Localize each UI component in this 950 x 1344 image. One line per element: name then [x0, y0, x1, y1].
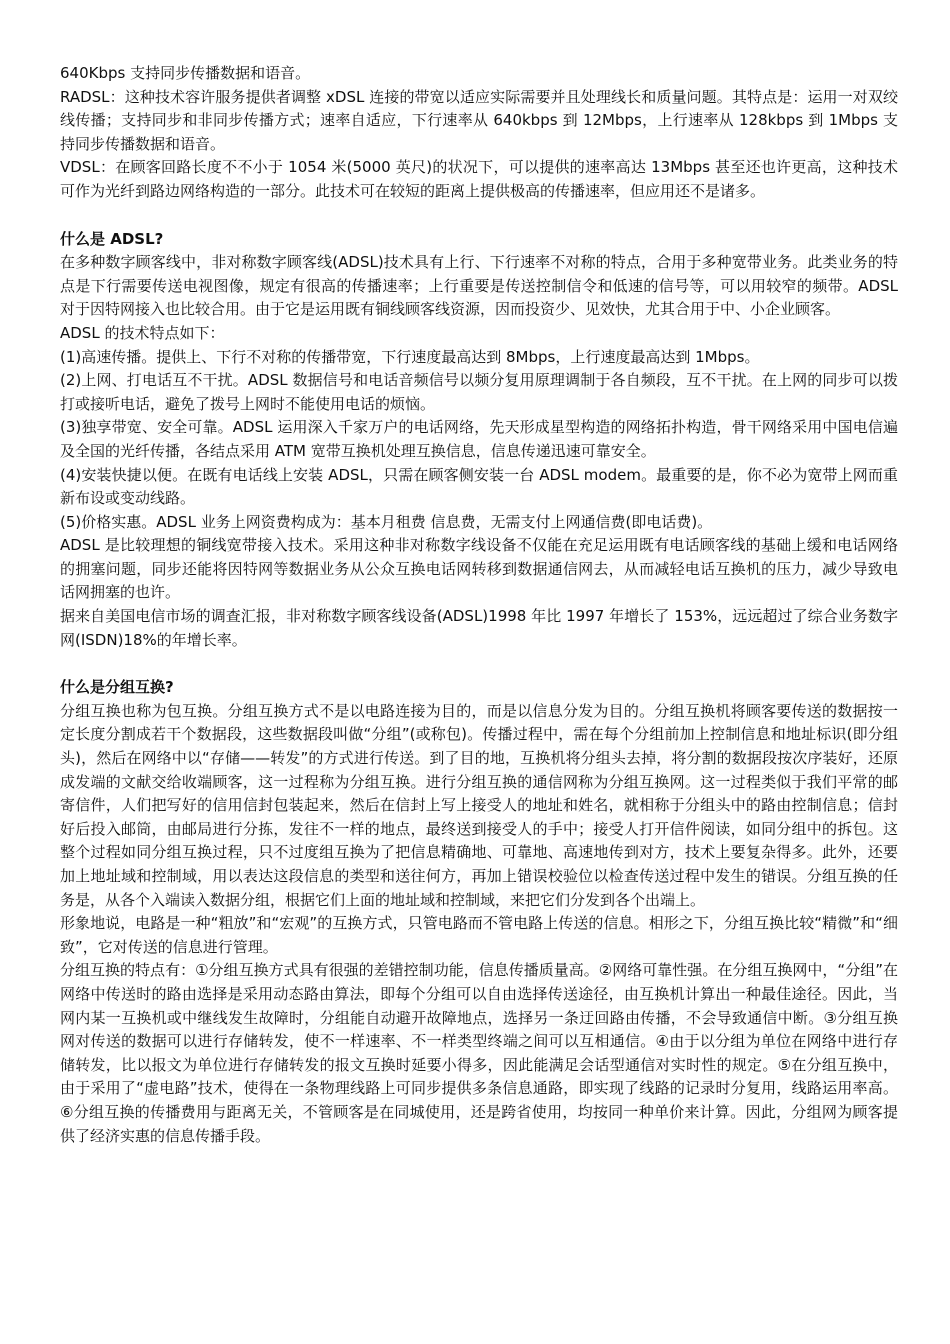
adsl-paragraph-intro: 在多种数字顾客线中，非对称数字顾客线(ADSL)技术具有上行、下行速率不对称的特点，合用于多种宽带业务。此类业务的特点是下行需要传送电视图像，规定有很高的传播速率；上行重要是传送控制信令和低速的信号等，可以用较窄的频带。ADSL 对于因特网接入也比较合用。由于它是运用既有铜线顾客线资源，因而投资少、见效快，尤其合用于中、小企业顾客。	[60, 253, 898, 319]
packet-paragraph-definition: 分组互换也称为包互换。分组互换方式不是以电路连接为目的，而是以信息分发为目的。分组互换机将顾客要传送的数据按一定长度分割成若干个数据段，这些数据段叫做“分组”(或称包)。传播过程中，需在每个分组前加上控制信息和地址标识(即分组头)，然后在网络中以“存储——转发”的方式进行传送。到了目的地，互换机将分组头去掉，将分割的数据段按次序装好，还原成发端的文献交给收端顾客，这一过程称为分组互换。进行分组互换的通信网称为分组互换网。这一过程类似于我们平常的邮寄信件，人们把写好的信用信封包装起来，然后在信封上写上接受人的地址和姓名，就相称于分组头中的路由控制信息；信封好后投入邮筒，由邮局进行分拣，发往不一样的地点，最终送到接受人的手中；接受人打开信件阅读，如同分组中的拆包。这整个过程如同分组互换过程，只不过度组互换为了把信息精确地、可靠地、高速地传到对方，技术上要复杂得多。此外，还要加上地址域和控制域，用以表达这段信息的类型和送往何方，再加上错误校验位以检查传送过程中发生的错误。分组互换的任务是，从各个入端读入数据分组，根据它们上面的地址域和控制域，来把它们分发到各个出端上。	[60, 701, 898, 909]
section-gap	[60, 204, 898, 228]
document-page	[60, 62, 898, 1148]
adsl-feature-5: (5)价格实惠。ADSL 业务上网资费构成为：基本月租费 信息费，无需支付上网通信费(即电话费)。	[60, 512, 713, 531]
packet-paragraph-comparison: 形象地说，电路是一种“粗放”和“宏观”的互换方式，只管电路而不管电路上传送的信息。相形之下，分组互换比较“精微”和“细致”，它对传送的信息进行管理。	[60, 914, 898, 956]
section-gap	[60, 652, 898, 676]
radsl-paragraph: RADSL：这种技术容许服务提供者调整 xDSL 连接的带宽以适应实际需要并且处理线长和质量问题。其特点是：运用一对双绞线传播；支持同步和非同步传播方式；速率自适应，下行速率从 640kbps 到 12Mbps，上行速率从 128kbps 到 1Mbps 支持同步传播数据和语音。	[60, 87, 898, 153]
vdsl-paragraph: VDSL：在顾客回路长度不不小于 1054 米(5000 英尺)的状况下，可以提供的速率高达 13Mbps 甚至还也许更高，这种技术可作为光纤到路边网络构造的一部分。此技术可在较短的距离上提供极高的传播速率，但应用还不是诸多。	[60, 158, 898, 200]
adsl-feature-1: (1)高速传播。提供上、下行不对称的传播带宽，下行速度最高达到 8Mbps，上行速度最高达到 1Mbps。	[60, 347, 760, 366]
adsl-summary: ADSL 是比较理想的铜线宽带接入技术。采用这种非对称数字线设备不仅能在充足运用既有电话顾客线的基础上缓和电话网络的拥塞问题，同步还能将因特网等数据业务从公众互换电话网转移到数据通信网去，从而减轻电话互换机的压力，减少导致电话网拥塞的也许。	[60, 536, 898, 602]
adsl-market-report: 据来自美国电信市场的调查汇报，非对称数字顾客线设备(ADSL)1998 年比 1997 年增长了 153%，远远超过了综合业务数字网(ISDN)18%的年增长率。	[60, 607, 898, 649]
adsl-feature-3: (3)独享带宽、安全可靠。ADSL 运用深入千家万户的电话网络，先天形成星型构造的网络拓扑构造，骨干网络采用中国电信遍及全国的光纤传播，各结点采用 ATM 宽带互换机处理互换信息，信息传递迅速可靠安全。	[60, 418, 898, 460]
adsl-feature-2: (2)上网、打电话互不干扰。ADSL 数据信号和电话音频信号以频分复用原理调制于各自频段，互不干扰。在上网的同步可以拨打或接听电话，避免了拨号上网时不能使用电话的烦恼。	[60, 371, 898, 413]
packet-switching-heading: 什么是分组互换?	[60, 678, 174, 697]
adsl-features-title: ADSL 的技术特点如下：	[60, 323, 225, 342]
packet-paragraph-features: 分组互换的特点有：①分组互换方式具有很强的差错控制功能，信息传播质量高。②网络可靠性强。在分组互换网中，“分组”在网络中传送时的路由选择是采用动态路由算法，即每个分组可以自由选择传送途径，由互换机计算出一种最佳途径。因此，当网内某一互换机或中继线发生故障时，分组能自动避开故障地点，选择另一条迂回路由传播，不会导致通信中断。③分组互换网对传送的数据可以进行存储转发，使不一样速率、不一样类型终端之间可以互相通信。④由于以分组为单位在网络中进行存储转发，比以报文为单位进行存储转发的报文互换时延要小得多，因此能满足会话型通信对实时性的规定。⑤在分组互换中，由于采用了“虚电路”技术，使得在一条物理线路上可同步提供多条信息通路，即实现了线路的记录时分复用，线路运用率高。⑥分组互换的传播费用与距离无关，不管顾客是在同城使用，还是跨省使用，均按同一种单价来计算。因此，分组网为顾客提供了经济实惠的信息传播手段。	[60, 961, 898, 1145]
adsl-heading: 什么是 ADSL?	[60, 229, 164, 248]
intro-paragraph-1: 640Kbps 支持同步传播数据和语音。	[60, 64, 311, 82]
adsl-feature-4: (4)安装快捷以便。在既有电话线上安装 ADSL，只需在顾客侧安装一台 ADSL modem。最重要的是，你不必为宽带上网而重新布设或变动线路。	[60, 465, 898, 508]
